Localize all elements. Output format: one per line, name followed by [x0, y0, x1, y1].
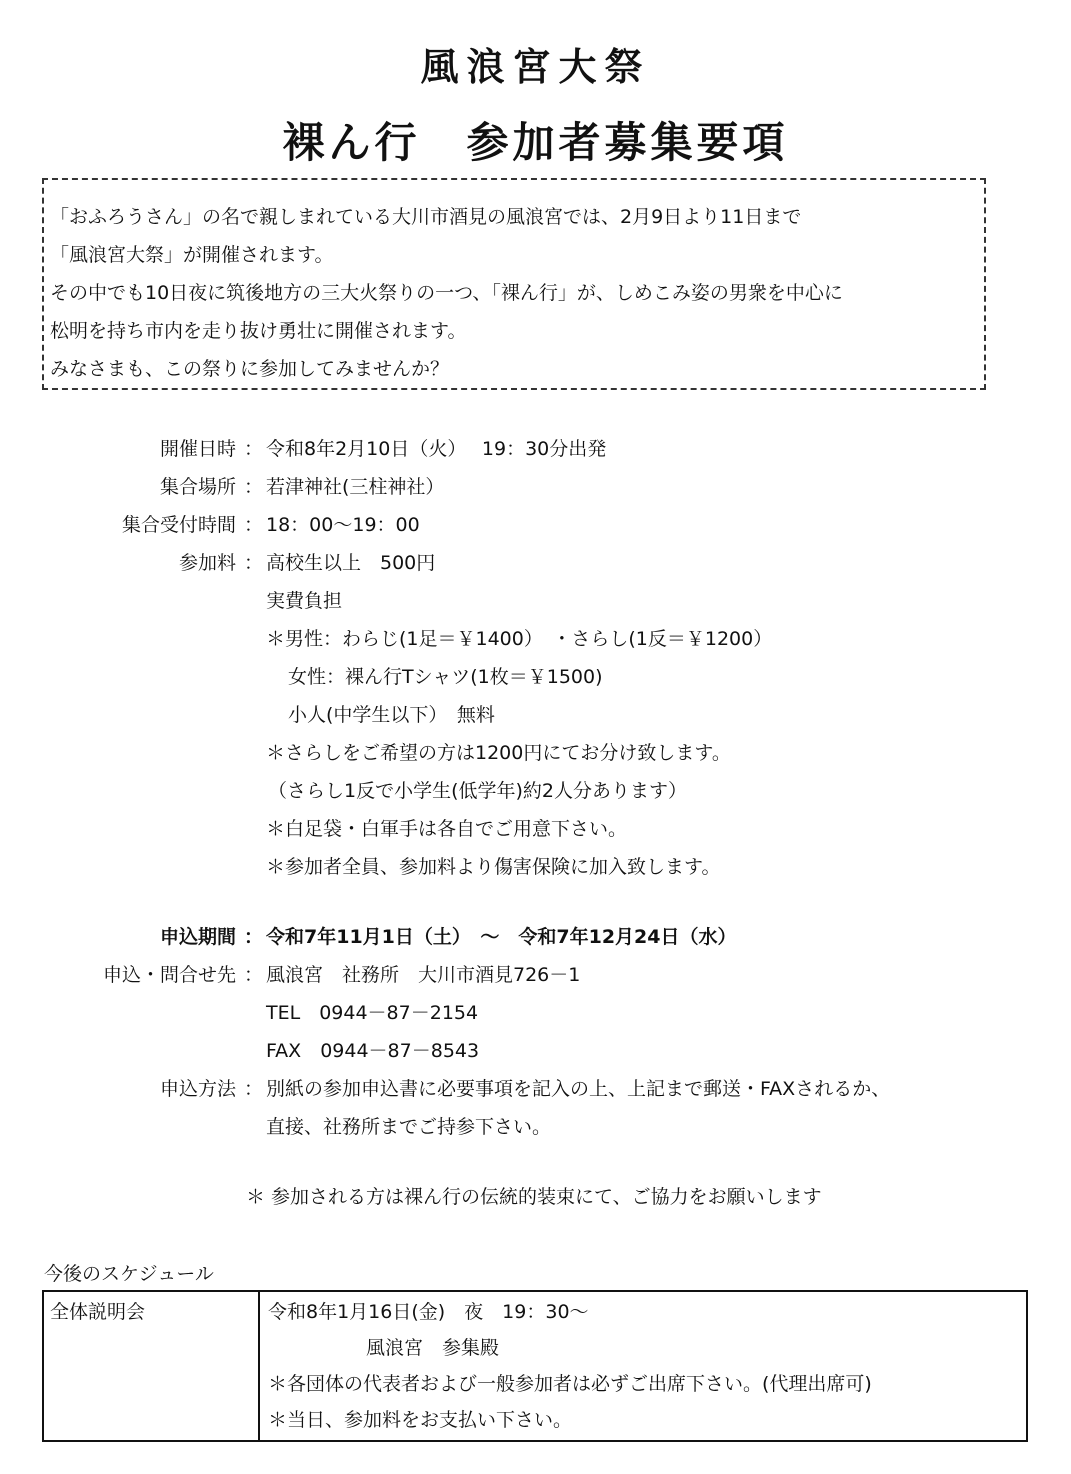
- fee-line: ＊さらしをご希望の方は1200円にてお分け致します。: [266, 742, 731, 764]
- period-value: 令和7年11月1日（土） ～ 令和7年12月24日（水）: [266, 926, 737, 948]
- fee-line: ＊男性：わらじ(1足＝￥1400） ・さらし(1反＝￥1200）: [266, 628, 773, 650]
- contact-row: [0, 956, 1071, 994]
- date-row: [0, 430, 1071, 468]
- schedule-row-label: 全体説明会: [50, 1301, 146, 1323]
- fee-line: （さらし1反で小学生(低学年)約2人分あります）: [268, 780, 688, 802]
- schedule-row-line: ＊各団体の代表者および一般参加者は必ずご出席下さい。(代理出席可): [268, 1373, 872, 1395]
- colon: ：: [244, 438, 264, 460]
- page-subtitle: 裸ん行 参加者募集要項: [282, 118, 789, 167]
- schedule-heading: 今後のスケジュール: [44, 1263, 214, 1285]
- colon: ：: [244, 514, 264, 536]
- fee-line: ＊白足袋・白軍手は各自でご用意下さい。: [266, 818, 628, 840]
- intro-line: みなさまも、この祭りに参加してみませんか？: [50, 358, 450, 380]
- fee-row: [0, 544, 1071, 582]
- fee-line: 小人(中学生以下） 無料: [288, 704, 495, 726]
- method-label: 申込方法: [159, 1078, 236, 1100]
- contact-value: 風浪宮 社務所 大川市酒見726－1: [266, 964, 581, 986]
- page-title: 風浪宮大祭: [420, 45, 651, 89]
- fee-line: ＊参加者全員、参加料より傷害保険に加入致します。: [266, 856, 721, 878]
- colon: ：: [244, 926, 264, 948]
- date-label: 開催日時: [159, 438, 236, 460]
- schedule-row-line: 風浪宮 参集殿: [366, 1337, 500, 1359]
- colon: ：: [244, 476, 264, 498]
- period-label: 申込期間: [159, 926, 236, 948]
- fee-line: 実費負担: [266, 590, 343, 612]
- date-value: 令和8年2月10日（火） 19：30分出発: [266, 438, 607, 460]
- reception-row: [0, 506, 1071, 544]
- contact-label: 申込・問合せ先: [102, 964, 236, 986]
- fee-line: 女性：裸ん行Tシャツ(1枚＝￥1500): [288, 666, 603, 688]
- reception-label: 集合受付時間: [121, 514, 236, 536]
- tel-number: TEL 0944－87－2154: [266, 1002, 479, 1024]
- period-row: [0, 918, 1071, 956]
- intro-line: その中でも10日夜に筑後地方の三大火祭りの一つ、「裸ん行」が、しめこみ姿の男衆を中心に: [50, 282, 843, 304]
- costume-note: ＊ 参加される方は裸ん行の伝統的装束にて、ご協力をお願いします: [246, 1186, 822, 1208]
- method-value: 別紙の参加申込書に必要事項を記入の上、上記まで郵送・FAXされるか、: [266, 1078, 891, 1100]
- table-divider: [258, 1292, 260, 1440]
- colon: ：: [244, 552, 264, 574]
- colon: ：: [244, 1078, 264, 1100]
- colon: ：: [244, 964, 264, 986]
- method-row: [0, 1070, 1071, 1108]
- reception-value: 18：00～19：00: [266, 514, 420, 536]
- fee-label: 参加料: [178, 552, 236, 574]
- schedule-row-line: ＊当日、参加料をお支払い下さい。: [268, 1409, 573, 1431]
- fax-number: FAX 0944－87－8543: [266, 1040, 480, 1062]
- method-line: 直接、社務所までご持参下さい。: [266, 1116, 552, 1138]
- intro-line: 松明を持ち市内を走り抜け勇壮に開催されます。: [50, 320, 467, 342]
- schedule-table: [42, 1290, 1028, 1442]
- intro-line: 「風浪宮大祭」が開催されます。: [50, 244, 334, 266]
- intro-box: [42, 178, 986, 390]
- schedule-row-line: 令和8年1月16日(金) 夜 19：30～: [268, 1301, 589, 1323]
- place-row: [0, 468, 1071, 506]
- place-value: 若津神社(三柱神社）: [266, 476, 445, 498]
- intro-line: 「おふろうさん」の名で親しまれている大川市酒見の風浪宮では、2月9日より11日まで: [50, 206, 802, 228]
- place-label: 集合場所: [159, 476, 236, 498]
- fee-value: 高校生以上 500円: [266, 552, 436, 574]
